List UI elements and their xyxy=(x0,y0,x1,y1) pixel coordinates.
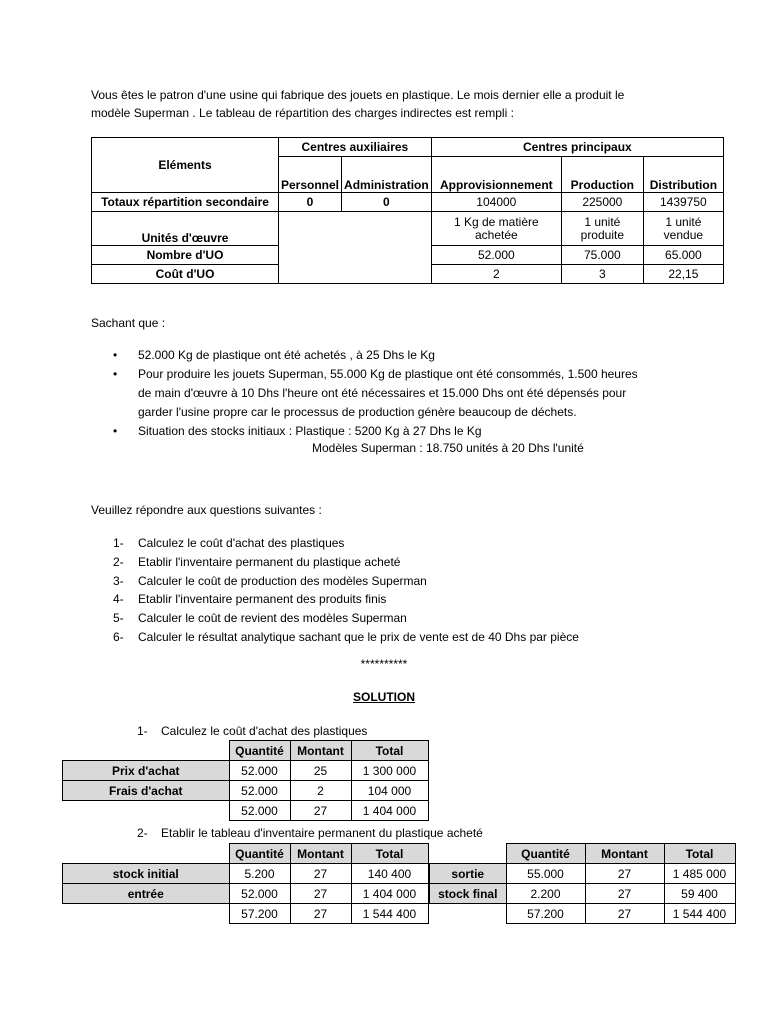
intro-line-2: modèle Superman . Le tableau de répartition des charges indirectes est rempli : xyxy=(91,106,514,120)
totaux-distribution: 1439750 xyxy=(643,193,723,212)
questions-title: Veuillez répondre aux questions suivantes : xyxy=(91,503,322,517)
totaux-personnel: 0 xyxy=(279,193,342,212)
total-quantite: 52.000 xyxy=(229,801,290,821)
bullet-2-line-2: de main d'œuvre à 10 Dhs l'heure ont été nécessaires et 15.000 Dhs ont été dépensés pour xyxy=(138,386,627,400)
intro-paragraph xyxy=(91,86,691,122)
total-montant: 27 xyxy=(290,904,351,924)
cell-total: 104 000 xyxy=(351,781,428,801)
sachant-bullets xyxy=(91,346,691,441)
solution-2-heading: 2- Etablir le tableau d'inventaire permanent du plastique acheté xyxy=(137,826,483,840)
question-text: Calculer le coût de production des modèles Superman xyxy=(138,573,427,588)
nombre-approvisionnement: 52.000 xyxy=(431,246,561,265)
row-label-stock-final: stock final xyxy=(430,884,507,904)
question-number: 2- xyxy=(113,554,124,569)
bullet-2-line-3: garder l'usine propre car le processus de production génère beaucoup de déchets. xyxy=(138,405,577,419)
cell-montant: 27 xyxy=(290,884,351,904)
question-number: 4- xyxy=(113,592,124,607)
row-label-prix-achat: Prix d'achat xyxy=(63,761,230,781)
empty-corner xyxy=(63,741,230,761)
inventaire-left-table xyxy=(62,843,429,924)
cout-achat-table xyxy=(62,740,429,821)
total-total: 1 544 400 xyxy=(664,904,735,924)
bullet-3 xyxy=(91,422,691,441)
unite-production: 1 unité produite xyxy=(561,212,643,246)
cell-quantite: 5.200 xyxy=(229,864,290,884)
row-label-stock-initial: stock initial xyxy=(63,864,230,884)
question-number: 5- xyxy=(113,611,124,626)
cell-montant: 2 xyxy=(290,781,351,801)
cell-total: 59 400 xyxy=(664,884,735,904)
intro-line-1: Vous êtes le patron d'une usine qui fabrique des jouets en plastique. Le mois dernier elle a produit le xyxy=(91,88,625,102)
header-total: Total xyxy=(351,741,428,761)
totaux-approvisionnement: 104000 xyxy=(431,193,561,212)
question-number: 3- xyxy=(113,573,124,588)
empty-cell xyxy=(63,904,230,924)
unite-approvisionnement: 1 Kg de matière achetée xyxy=(431,212,561,246)
col-approvisionnement: Approvisionnement xyxy=(431,157,561,193)
empty-aux-block xyxy=(279,212,432,284)
bullet-3-continuation: Modèles Superman : 18.750 unités à 20 Dhs l'unité xyxy=(312,441,584,455)
header-montant: Montant xyxy=(290,741,351,761)
unites-label: Unités d'œuvre xyxy=(92,212,279,246)
question-item xyxy=(91,590,579,609)
cell-total: 1 404 000 xyxy=(351,884,428,904)
header-quantite: Quantité xyxy=(229,741,290,761)
cell-montant: 27 xyxy=(290,864,351,884)
sachant-title: Sachant que : xyxy=(91,316,166,330)
total-quantite: 57.200 xyxy=(229,904,290,924)
question-text: Etablir l'inventaire permanent du plastique acheté xyxy=(138,554,401,569)
cell-montant: 27 xyxy=(585,864,664,884)
bullet-2-line-1: Pour produire les jouets Superman, 55.000 Kg de plastique ont été consommés, 1.500 heures xyxy=(138,367,638,381)
cell-quantite: 55.000 xyxy=(506,864,585,884)
bullet-1 xyxy=(91,346,691,365)
total-total: 1 544 400 xyxy=(351,904,428,924)
empty-cell xyxy=(430,904,507,924)
question-number: 6- xyxy=(113,629,124,644)
cout-distribution: 22,15 xyxy=(643,265,723,284)
col-administration: Administration xyxy=(342,157,432,193)
question-item xyxy=(91,628,579,647)
separator-stars: ********** xyxy=(360,657,408,671)
cell-quantite: 52.000 xyxy=(229,761,290,781)
total-quantite: 57.200 xyxy=(506,904,585,924)
question-text: Calculer le coût de revient des modèles Superman xyxy=(138,611,407,626)
question-text: Calculer le résultat analytique sachant que le prix de vente est de 40 Dhs par pièce xyxy=(138,629,579,644)
question-text: Calculez le coût d'achat des plastiques xyxy=(138,536,345,550)
inventaire-right-table xyxy=(429,843,736,924)
totaux-administration: 0 xyxy=(342,193,432,212)
header-total: Total xyxy=(664,844,735,864)
header-total: Total xyxy=(351,844,428,864)
questions-list xyxy=(91,534,579,647)
question-item xyxy=(91,534,579,553)
nombre-production: 75.000 xyxy=(561,246,643,265)
centres-principaux-header: Centres principaux xyxy=(431,138,723,157)
cell-total: 1 300 000 xyxy=(351,761,428,781)
question-item xyxy=(91,553,579,572)
question-item xyxy=(91,609,579,628)
centres-auxiliaires-header: Centres auxiliaires xyxy=(279,138,432,157)
row-label-frais-achat: Frais d'achat xyxy=(63,781,230,801)
col-production: Production xyxy=(561,157,643,193)
bullet-1-text: 52.000 Kg de plastique ont été achetés , à 25 Dhs le Kg xyxy=(138,348,435,362)
empty-corner xyxy=(430,844,507,864)
cout-label: Coût d'UO xyxy=(92,265,279,284)
nombre-distribution: 65.000 xyxy=(643,246,723,265)
cell-total: 140 400 xyxy=(351,864,428,884)
cout-production: 3 xyxy=(561,265,643,284)
repartition-table xyxy=(91,137,724,284)
header-quantite: Quantité xyxy=(506,844,585,864)
cell-montant: 27 xyxy=(585,884,664,904)
col-personnel: Personnel xyxy=(279,157,342,193)
solution-1-heading: 1- Calculez le coût d'achat des plastiques xyxy=(137,724,368,738)
question-number: 1- xyxy=(113,536,124,550)
cell-montant: 25 xyxy=(290,761,351,781)
solution-title: SOLUTION xyxy=(353,690,415,704)
cell-quantite: 52.000 xyxy=(229,781,290,801)
col-distribution: Distribution xyxy=(643,157,723,193)
question-text: Etablir l'inventaire permanent des produits finis xyxy=(138,592,387,607)
totaux-label: Totaux répartition secondaire xyxy=(92,193,279,212)
row-label-sortie: sortie xyxy=(430,864,507,884)
bullet-3-text: Situation des stocks initiaux : Plastique : 5200 Kg à 27 Dhs le Kg xyxy=(138,424,482,438)
unite-distribution: 1 unité vendue xyxy=(643,212,723,246)
cell-quantite: 52.000 xyxy=(229,884,290,904)
nombre-label: Nombre d'UO xyxy=(92,246,279,265)
question-item xyxy=(91,572,579,591)
header-montant: Montant xyxy=(290,844,351,864)
cell-total: 1 485 000 xyxy=(664,864,735,884)
empty-cell xyxy=(63,801,230,821)
totaux-production: 225000 xyxy=(561,193,643,212)
empty-corner xyxy=(63,844,230,864)
cout-approvisionnement: 2 xyxy=(431,265,561,284)
elements-header: Eléments xyxy=(92,138,279,193)
cell-quantite: 2.200 xyxy=(506,884,585,904)
total-total: 1 404 000 xyxy=(351,801,428,821)
header-montant: Montant xyxy=(585,844,664,864)
total-montant: 27 xyxy=(290,801,351,821)
total-montant: 27 xyxy=(585,904,664,924)
row-label-entree: entrée xyxy=(63,884,230,904)
bullet-2 xyxy=(91,365,691,422)
header-quantite: Quantité xyxy=(229,844,290,864)
